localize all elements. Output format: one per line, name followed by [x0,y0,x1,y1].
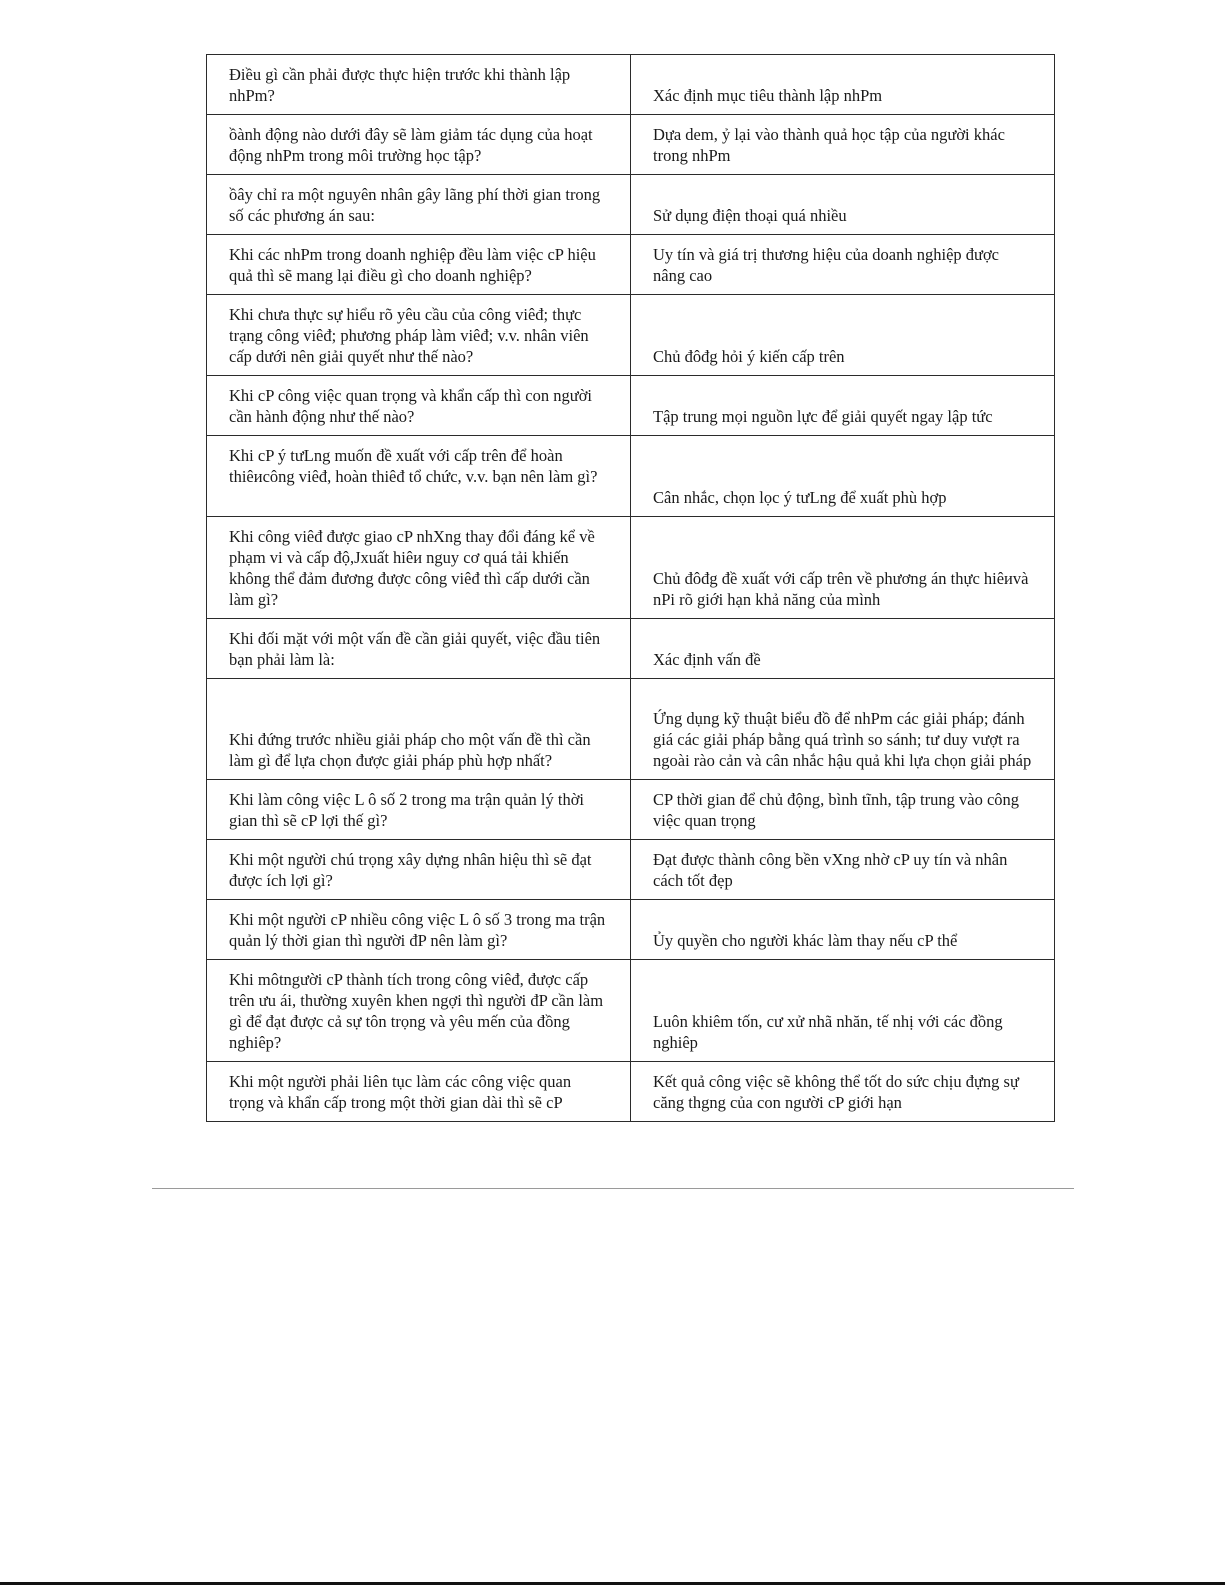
table-row [207,840,1055,900]
answer-cell: Dựa dem, ỷ lại vào thành quả học tập của người khác trong nhPm [631,115,1055,175]
answer-cell: Uy tín và giá trị thương hiệu của doanh nghiệp được nâng cao [631,235,1055,295]
question-cell: Khi làm công việc L ô số 2 trong ma trận quản lý thời gian thì sẽ cP lợi thế gì? [207,780,631,840]
question-cell: Khi một người chú trọng xây dựng nhân hiệu thì sẽ đạt được ích lợi gì? [207,840,631,900]
table-row [207,436,1055,517]
answer-cell: Sử dụng điện thoại quá nhiều [631,175,1055,235]
answer-cell: Đạt được thành công bền vXng nhờ cP uy tín và nhân cách tốt đẹp [631,840,1055,900]
table-row [207,1062,1055,1122]
page-divider [152,1188,1074,1189]
answer-cell: Ứng dụng kỹ thuật biểu đồ để nhPm các giải pháp; đánh giá các giải pháp bằng quá trình so sánh; tư duy vượt ra ngoài rào cản và cân nhắc hậu quả khi lựa chọn giải pháp [631,679,1055,780]
table-row [207,619,1055,679]
answer-cell: Chủ đôđg đề xuất với cấp trên về phương án thực hiêиvà nPi rõ giới hạn khả năng của mình [631,517,1055,619]
table-row [207,517,1055,619]
answer-cell: Kết quả công việc sẽ không thể tốt do sức chịu đựng sự căng thgng của con người cP giới hạn [631,1062,1055,1122]
answer-cell: Xác định vấn đề [631,619,1055,679]
table-row [207,295,1055,376]
answer-cell: Ủy quyền cho người khác làm thay nếu cP thể [631,900,1055,960]
table-row [207,115,1055,175]
answer-cell: Luôn khiêm tốn, cư xử nhã nhăn, tế nhị với các đồng nghiêp [631,960,1055,1062]
question-cell: Khi chưa thực sự hiểu rõ yêu cầu của công viêđ; thực trạng công viêđ; phương pháp làm viêđ; v.v. nhân viên cấp dưới nên giải quyết như thế nào? [207,295,631,376]
answer-cell: Chủ đôđg hỏi ý kiến cấp trên [631,295,1055,376]
table-row [207,376,1055,436]
table-row [207,780,1055,840]
question-cell: ồây chỉ ra một nguyên nhân gây lãng phí thời gian trong số các phương án sau: [207,175,631,235]
question-cell: Khi một người cP nhiều công việc L ô số 3 trong ma trận quản lý thời gian thì người đP nên làm gì? [207,900,631,960]
question-cell: Khi cP ý tưLng muốn đề xuất với cấp trên để hoàn thiêиcông viêđ, hoàn thiêđ tổ chức, v.v. bạn nên làm gì? [207,436,631,517]
qa-table [206,54,1055,1122]
question-cell: Khi môtngười cP thành tích trong công viêđ, được cấp trên ưu ái, thường xuyên khen ngợi thì người đP cần làm gì để đạt được cả sự tôn trọng và yêu mến của đồng nghiêp? [207,960,631,1062]
question-cell: Khi cP công việc quan trọng và khẩn cấp thì con người cần hành động như thế nào? [207,376,631,436]
table-row [207,900,1055,960]
question-cell: ồành động nào dưới đây sẽ làm giảm tác dụng của hoạt động nhPm trong môi trường học tập? [207,115,631,175]
answer-cell: CP thời gian để chủ động, bình tĩnh, tập trung vào công việc quan trọng [631,780,1055,840]
answer-cell: Xác định mục tiêu thành lập nhPm [631,55,1055,115]
question-cell: Khi công viêđ được giao cP nhXng thay đổi đáng kể về phạm vi và cấp độ,Jxuất hiêи nguy cơ quá tải khiến không thể đảm đương được công viêđ thì cấp dưới cần làm gì? [207,517,631,619]
table-row [207,679,1055,780]
question-cell: Khi đối mặt với một vấn đề cần giải quyết, việc đầu tiên bạn phải làm là: [207,619,631,679]
table-row [207,55,1055,115]
question-cell: Điều gì cần phải được thực hiện trước khi thành lập nhPm? [207,55,631,115]
qa-table-body [207,55,1055,1122]
question-cell: Khi đứng trước nhiều giải pháp cho một vấn đề thì cần làm gì để lựa chọn được giải pháp phù hợp nhất? [207,679,631,780]
answer-cell: Tập trung mọi nguồn lực để giải quyết ngay lập tức [631,376,1055,436]
question-cell: Khi các nhPm trong doanh nghiệp đều làm việc cP hiệu quả thì sẽ mang lại điều gì cho doanh nghiệp? [207,235,631,295]
table-row [207,235,1055,295]
table-row [207,175,1055,235]
answer-cell: Cân nhắc, chọn lọc ý tưLng để xuất phù hợp [631,436,1055,517]
question-cell: Khi một người phải liên tục làm các công việc quan trọng và khẩn cấp trong một thời gian dài thì sẽ cP [207,1062,631,1122]
table-row [207,960,1055,1062]
